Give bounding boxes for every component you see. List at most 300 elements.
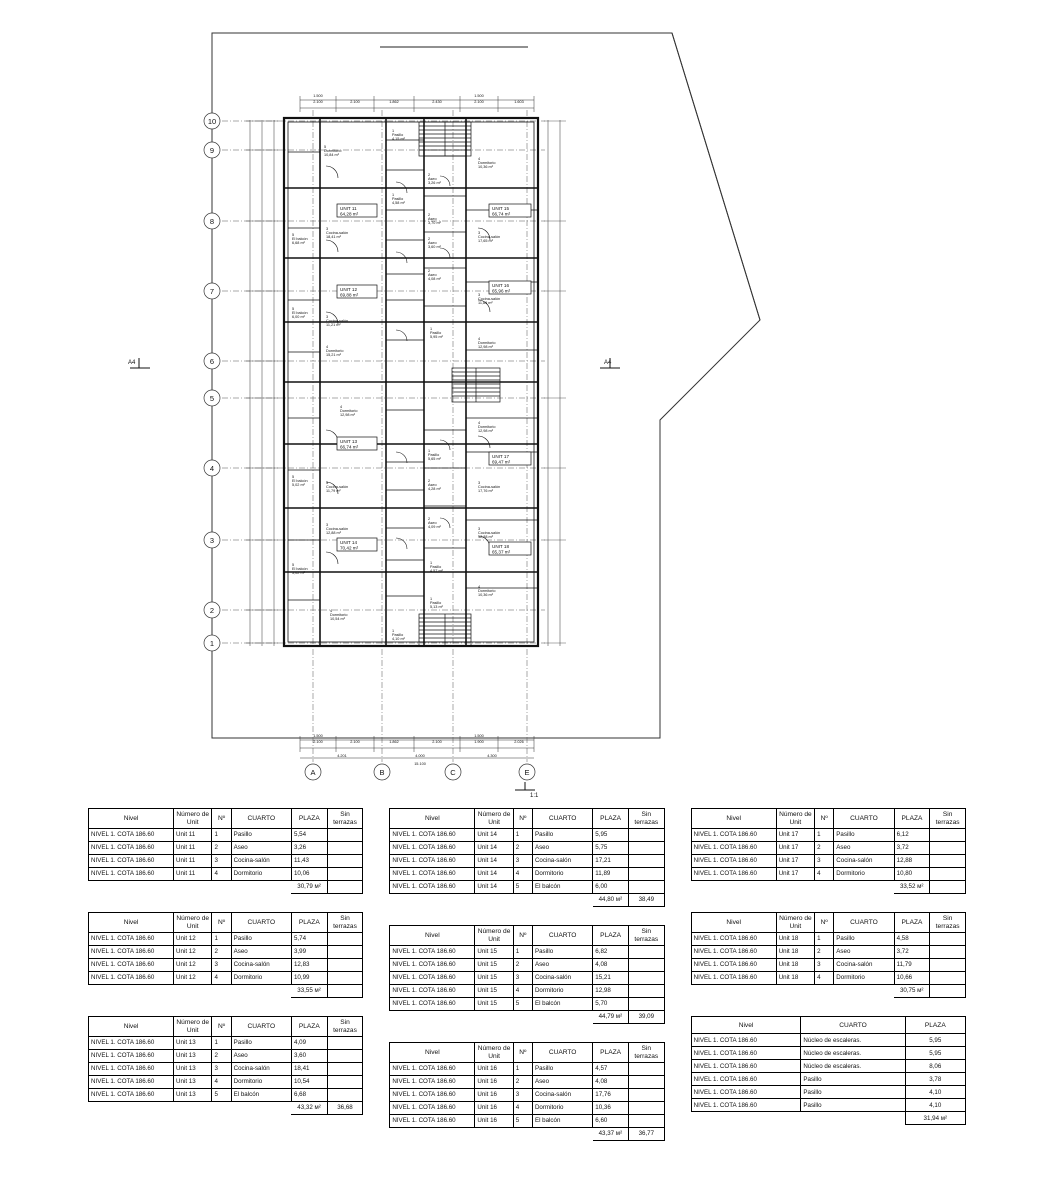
svg-text:5: 5 xyxy=(324,145,327,149)
svg-text:4,58 m²: 4,58 m² xyxy=(392,201,405,205)
svg-text:3: 3 xyxy=(478,293,481,297)
svg-text:A4: A4 xyxy=(604,360,612,366)
cell-unit: Unit 14 xyxy=(475,868,513,881)
svg-text:El balcón: El balcón xyxy=(292,479,308,483)
svg-text:2.100: 2.100 xyxy=(313,100,323,104)
cell-nivel: NIVEL 1. COTA 186.60 xyxy=(691,972,776,985)
svg-text:4,15 m²: 4,15 m² xyxy=(392,137,405,141)
cell-cuarto: Pasillo xyxy=(532,946,592,959)
th-plaza: PLAZA xyxy=(894,913,930,933)
cell-blank xyxy=(231,985,291,998)
svg-text:2: 2 xyxy=(428,213,431,217)
cell-total-sin xyxy=(930,985,966,998)
svg-text:A4: A4 xyxy=(128,360,136,366)
svg-text:18,41 m²: 18,41 m² xyxy=(326,235,341,239)
cell-blank xyxy=(532,1011,592,1024)
cell-plaza: 10,66 xyxy=(894,972,930,985)
cell-nivel: NIVEL 1. COTA 186.60 xyxy=(89,855,174,868)
svg-text:4,28 m²: 4,28 m² xyxy=(428,487,441,491)
cell-n: 2 xyxy=(513,1076,532,1089)
cell-nivel: NIVEL 1. COTA 186.60 xyxy=(390,842,475,855)
cell-plaza: 17,76 xyxy=(593,1089,629,1102)
svg-text:12,88 m²: 12,88 m² xyxy=(478,535,493,539)
cell-n: 1 xyxy=(212,1037,231,1050)
cell-plaza: 4,58 xyxy=(894,933,930,946)
svg-text:4.000: 4.000 xyxy=(415,754,425,758)
cell-n: 3 xyxy=(212,855,231,868)
th-cuarto: CUARTO xyxy=(834,913,894,933)
cell-sin xyxy=(930,959,966,972)
cell-total-sin xyxy=(327,881,363,894)
table-row xyxy=(89,829,363,842)
table-row xyxy=(691,1099,965,1112)
cell-nivel: NIVEL 1. COTA 186.60 xyxy=(691,933,776,946)
th-plaza: PLAZA xyxy=(894,809,930,829)
cell-unit: Unit 17 xyxy=(776,855,814,868)
cell-blank xyxy=(691,1112,801,1125)
cell-nivel: NIVEL 1. COTA 186.60 xyxy=(89,1089,174,1102)
cell-plaza: 5,95 xyxy=(593,829,629,842)
table-row xyxy=(691,933,965,946)
th-nivel: Nivel xyxy=(691,913,776,933)
cell-unit: Unit 11 xyxy=(174,868,212,881)
svg-text:3: 3 xyxy=(478,481,481,485)
table-unit-14 xyxy=(389,808,664,907)
cell-blank xyxy=(513,894,532,907)
cell-sin xyxy=(327,959,363,972)
svg-text:2.100: 2.100 xyxy=(350,100,360,104)
cell-cuarto: Pasillo xyxy=(834,933,894,946)
cell-nivel: NIVEL 1. COTA 186.60 xyxy=(390,1115,475,1128)
cell-cuarto: Aseo xyxy=(532,842,592,855)
cell-blank xyxy=(513,1011,532,1024)
svg-text:Cocina-salón: Cocina-salón xyxy=(326,231,349,235)
svg-text:4: 4 xyxy=(478,157,481,161)
svg-text:2.100: 2.100 xyxy=(432,740,442,744)
cell-unit: Unit 14 xyxy=(475,855,513,868)
svg-text:4,10 m²: 4,10 m² xyxy=(392,637,405,641)
table-row xyxy=(390,972,664,985)
cell-sin xyxy=(327,972,363,985)
svg-text:5: 5 xyxy=(292,233,295,237)
svg-text:2: 2 xyxy=(209,606,215,615)
svg-text:4: 4 xyxy=(326,345,329,349)
cell-cuarto: El balcón xyxy=(532,881,592,894)
cell-blank xyxy=(475,1128,513,1141)
table-unit-11 xyxy=(88,808,363,894)
cell-cuarto: Cocina-salón xyxy=(231,1063,291,1076)
cell-plaza: 5,75 xyxy=(593,842,629,855)
cell-n: 1 xyxy=(815,829,834,842)
cell-cuarto: Dormitorio xyxy=(834,972,894,985)
cell-cuarto: Dormitorio xyxy=(532,1102,592,1115)
svg-text:Aseo: Aseo xyxy=(428,483,437,487)
svg-text:2: 2 xyxy=(428,517,431,521)
table-row xyxy=(89,1050,363,1063)
cell-unit: Unit 17 xyxy=(776,829,814,842)
svg-text:15,21 m²: 15,21 m² xyxy=(326,353,341,357)
svg-text:4: 4 xyxy=(478,421,481,425)
table-total-row xyxy=(89,1102,363,1115)
cell-unit: Unit 15 xyxy=(475,959,513,972)
cell-sin xyxy=(327,855,363,868)
cell-sin xyxy=(628,1115,664,1128)
cell-nivel: NIVEL 1. COTA 186.60 xyxy=(390,1063,475,1076)
cell-unit: Unit 11 xyxy=(174,842,212,855)
cell-plaza: 18,41 xyxy=(291,1063,327,1076)
th-plaza: PLAZA xyxy=(905,1017,965,1034)
cell-sin xyxy=(930,842,966,855)
cell-sin xyxy=(327,1037,363,1050)
svg-text:Dormitorio: Dormitorio xyxy=(478,161,496,165)
cell-cuarto: Pasillo xyxy=(532,829,592,842)
cell-plaza: 10,99 xyxy=(291,972,327,985)
svg-text:1: 1 xyxy=(209,639,215,648)
svg-text:Cocina-salón: Cocina-salón xyxy=(326,527,349,531)
cell-n: 3 xyxy=(513,1089,532,1102)
th-unit: Número de Unit xyxy=(776,809,814,829)
cell-plaza: 3,72 xyxy=(894,842,930,855)
svg-text:4.300: 4.300 xyxy=(487,754,497,758)
th-plaza: PLAZA xyxy=(593,1043,629,1063)
table-row xyxy=(691,1073,965,1086)
cell-nivel: NIVEL 1. COTA 186.60 xyxy=(390,855,475,868)
svg-text:5: 5 xyxy=(292,563,295,567)
cell-unit: Unit 15 xyxy=(475,946,513,959)
cell-cuarto: Pasillo xyxy=(231,933,291,946)
svg-text:11,79 m²: 11,79 m² xyxy=(326,489,341,493)
cell-plaza: 3,78 xyxy=(905,1073,965,1086)
cell-n: 1 xyxy=(513,829,532,842)
table-total-row xyxy=(89,881,363,894)
cell-nivel: NIVEL 1. COTA 186.60 xyxy=(89,1063,174,1076)
cell-blank xyxy=(513,1128,532,1141)
cell-cuarto: Cocina-salón xyxy=(532,972,592,985)
svg-text:69,47 m²: 69,47 m² xyxy=(492,459,511,465)
table-row xyxy=(691,959,965,972)
cell-cuarto: Dormitorio xyxy=(231,972,291,985)
svg-text:4,57 m²: 4,57 m² xyxy=(430,569,443,573)
cell-blank xyxy=(231,881,291,894)
cell-blank xyxy=(475,894,513,907)
svg-text:A: A xyxy=(310,768,316,777)
cell-cuarto: Pasillo xyxy=(801,1086,905,1099)
cell-cuarto: Cocina-salón xyxy=(532,1089,592,1102)
table-row xyxy=(691,946,965,959)
cell-cuarto: Aseo xyxy=(231,1050,291,1063)
cell-n: 3 xyxy=(815,959,834,972)
svg-text:12,88 m²: 12,88 m² xyxy=(326,531,341,535)
cell-plaza: 11,89 xyxy=(593,868,629,881)
svg-text:3: 3 xyxy=(326,481,329,485)
cell-nivel: NIVEL 1. COTA 186.60 xyxy=(691,1034,801,1047)
cell-blank xyxy=(815,881,834,894)
cell-unit: Unit 13 xyxy=(174,1089,212,1102)
svg-text:12,98 m²: 12,98 m² xyxy=(340,413,355,417)
cell-plaza: 6,00 xyxy=(593,881,629,894)
svg-text:Dormitorio: Dormitorio xyxy=(478,589,496,593)
table-total-row xyxy=(691,985,965,998)
table-row xyxy=(691,972,965,985)
svg-text:1.500: 1.500 xyxy=(474,94,484,98)
svg-text:Aseo: Aseo xyxy=(428,521,437,525)
table-row xyxy=(390,1115,664,1128)
svg-text:UNIT 12: UNIT 12 xyxy=(340,287,358,292)
cell-sin xyxy=(327,946,363,959)
cell-sin xyxy=(628,972,664,985)
svg-text:2: 2 xyxy=(428,237,431,241)
svg-text:11,21 m²: 11,21 m² xyxy=(326,323,341,327)
cell-cuarto: Cocina-salón xyxy=(231,855,291,868)
cell-total-plaza: 31,94 м² xyxy=(905,1112,965,1125)
svg-text:4,09 m²: 4,09 m² xyxy=(428,525,441,529)
th-sin: Sin terrazas xyxy=(628,1043,664,1063)
cell-total-sin xyxy=(327,985,363,998)
cell-plaza: 5,54 xyxy=(291,829,327,842)
svg-text:El balcón: El balcón xyxy=(292,567,308,571)
th-unit: Número de Unit xyxy=(776,913,814,933)
cell-plaza: 4,10 xyxy=(905,1086,965,1099)
cell-nivel: NIVEL 1. COTA 186.60 xyxy=(390,998,475,1011)
cell-sin xyxy=(327,933,363,946)
svg-text:UNIT 18: UNIT 18 xyxy=(492,544,510,549)
cell-blank xyxy=(212,985,231,998)
svg-text:2.100: 2.100 xyxy=(313,740,323,744)
th-plaza: PLAZA xyxy=(593,926,629,946)
th-nivel: Nivel xyxy=(89,913,174,933)
svg-text:3: 3 xyxy=(326,227,329,231)
svg-text:2.100: 2.100 xyxy=(474,100,484,104)
cell-n: 1 xyxy=(212,829,231,842)
svg-text:UNIT 14: UNIT 14 xyxy=(340,540,358,545)
table-row xyxy=(691,1034,965,1047)
table-total-row xyxy=(390,1128,664,1141)
cell-nivel: NIVEL 1. COTA 186.60 xyxy=(89,842,174,855)
cell-total-plaza: 44,80 м² xyxy=(593,894,629,907)
table-total-row xyxy=(691,1112,965,1125)
cell-plaza: 3,60 xyxy=(291,1050,327,1063)
cell-blank xyxy=(776,985,814,998)
table-row xyxy=(691,1086,965,1099)
cell-cuarto: Aseo xyxy=(231,842,291,855)
cell-n: 1 xyxy=(513,1063,532,1076)
cell-plaza: 5,74 xyxy=(291,933,327,946)
svg-text:64,28 m²: 64,28 m² xyxy=(340,211,359,217)
svg-text:Aseo: Aseo xyxy=(428,177,437,181)
th-nivel: Nivel xyxy=(390,926,475,946)
svg-text:UNIT 13: UNIT 13 xyxy=(340,439,358,444)
svg-text:1: 1 xyxy=(392,129,395,133)
cell-total-plaza: 33,55 м² xyxy=(291,985,327,998)
cell-cuarto: Cocina-salón xyxy=(532,855,592,868)
cell-total-plaza: 30,75 м² xyxy=(894,985,930,998)
table-row xyxy=(390,881,664,894)
cell-blank xyxy=(89,985,174,998)
cell-n: 1 xyxy=(212,933,231,946)
tables-column-2 xyxy=(389,808,664,1141)
cell-sin xyxy=(327,842,363,855)
cell-unit: Unit 14 xyxy=(475,829,513,842)
svg-text:4: 4 xyxy=(478,337,481,341)
svg-text:Pasillo: Pasillo xyxy=(392,133,404,137)
cell-plaza: 4,09 xyxy=(291,1037,327,1050)
cell-sin xyxy=(327,829,363,842)
svg-text:65,96 m²: 65,96 m² xyxy=(492,288,511,294)
table-row xyxy=(390,1089,664,1102)
cell-sin xyxy=(628,868,664,881)
cell-n: 1 xyxy=(815,933,834,946)
cell-unit: Unit 12 xyxy=(174,933,212,946)
cell-sin xyxy=(628,1089,664,1102)
svg-text:5,95 m²: 5,95 m² xyxy=(430,335,443,339)
cell-sin xyxy=(628,842,664,855)
svg-text:Pasillo: Pasillo xyxy=(430,565,442,569)
cell-nivel: NIVEL 1. COTA 186.60 xyxy=(89,1050,174,1063)
cell-nivel: NIVEL 1. COTA 186.60 xyxy=(390,1076,475,1089)
cell-cuarto: Pasillo xyxy=(801,1099,905,1112)
tables-column-1 xyxy=(88,808,363,1115)
cell-plaza: 10,54 xyxy=(291,1076,327,1089)
svg-text:3,26 m²: 3,26 m² xyxy=(428,181,441,185)
svg-text:1: 1 xyxy=(430,561,433,565)
th-sin: Sin terrazas xyxy=(628,926,664,946)
cell-nivel: NIVEL 1. COTA 186.60 xyxy=(89,959,174,972)
table-row xyxy=(390,842,664,855)
table-total-row xyxy=(691,881,965,894)
svg-text:1: 1 xyxy=(392,629,395,633)
cell-cuarto: Dormitorio xyxy=(532,868,592,881)
svg-text:E: E xyxy=(524,768,530,777)
cell-nivel: NIVEL 1. COTA 186.60 xyxy=(390,868,475,881)
table-unit-12 xyxy=(88,912,363,998)
svg-text:1: 1 xyxy=(430,597,433,601)
cell-n: 5 xyxy=(513,881,532,894)
cell-unit: Unit 14 xyxy=(475,842,513,855)
cell-nivel: NIVEL 1. COTA 186.60 xyxy=(691,1099,801,1112)
cell-n: 2 xyxy=(212,1050,231,1063)
cell-blank xyxy=(231,1102,291,1115)
table-row xyxy=(390,868,664,881)
cell-total-plaza: 43,32 м² xyxy=(291,1102,327,1115)
th-sin: Sin terrazas xyxy=(327,1017,363,1037)
cell-unit: Unit 16 xyxy=(475,1102,513,1115)
table-unit-16 xyxy=(389,1042,664,1141)
cell-plaza: 6,68 xyxy=(291,1089,327,1102)
cell-nivel: NIVEL 1. COTA 186.60 xyxy=(390,985,475,998)
svg-text:69,88 m²: 69,88 m² xyxy=(340,292,359,298)
th-cuarto: CUARTO xyxy=(532,809,592,829)
cell-total-plaza: 33,52 м² xyxy=(894,881,930,894)
cell-plaza: 15,21 xyxy=(593,972,629,985)
svg-text:Dormitorio: Dormitorio xyxy=(478,425,496,429)
th-n: Nº xyxy=(212,809,231,829)
cell-sin xyxy=(628,1063,664,1076)
cell-nivel: NIVEL 1. COTA 186.60 xyxy=(691,1073,801,1086)
cell-blank xyxy=(174,985,212,998)
svg-text:C: C xyxy=(450,768,456,777)
cell-blank xyxy=(390,894,475,907)
cell-n: 4 xyxy=(513,1102,532,1115)
cell-sin xyxy=(930,933,966,946)
svg-text:4: 4 xyxy=(209,464,215,473)
cell-unit: Unit 13 xyxy=(174,1050,212,1063)
svg-text:66,74 m²: 66,74 m² xyxy=(340,444,359,450)
svg-text:17,65 m²: 17,65 m² xyxy=(478,239,493,243)
cell-nivel: NIVEL 1. COTA 186.60 xyxy=(691,868,776,881)
cell-n: 2 xyxy=(815,946,834,959)
cell-plaza: 8,06 xyxy=(905,1060,965,1073)
cell-nivel: NIVEL 1. COTA 186.60 xyxy=(691,1086,801,1099)
cell-unit: Unit 17 xyxy=(776,868,814,881)
th-unit: Número de Unit xyxy=(174,913,212,933)
th-plaza: PLAZA xyxy=(593,809,629,829)
cell-unit: Unit 15 xyxy=(475,972,513,985)
svg-text:5: 5 xyxy=(292,475,295,479)
svg-text:3,60 m²: 3,60 m² xyxy=(428,245,441,249)
cell-n: 4 xyxy=(513,985,532,998)
cell-plaza: 4,57 xyxy=(593,1063,629,1076)
cell-plaza: 10,36 xyxy=(593,1102,629,1115)
cell-cuarto: Pasillo xyxy=(834,829,894,842)
svg-text:8: 8 xyxy=(209,217,215,226)
cell-blank xyxy=(532,1128,592,1141)
cell-cuarto: Aseo xyxy=(834,946,894,959)
th-unit: Número de Unit xyxy=(475,926,513,946)
cell-cuarto: Pasillo xyxy=(231,829,291,842)
cell-nivel: NIVEL 1. COTA 186.60 xyxy=(390,1089,475,1102)
svg-text:3: 3 xyxy=(209,536,215,545)
table-row xyxy=(89,959,363,972)
svg-text:Dormitorio: Dormitorio xyxy=(330,613,348,617)
svg-text:70,42 m²: 70,42 m² xyxy=(340,545,359,551)
cell-sin xyxy=(327,1050,363,1063)
tables-column-3 xyxy=(691,808,966,1125)
cell-n: 5 xyxy=(513,1115,532,1128)
svg-text:Aseo: Aseo xyxy=(428,241,437,245)
th-unit: Número de Unit xyxy=(174,1017,212,1037)
cell-cuarto: Aseo xyxy=(231,946,291,959)
cell-nivel: NIVEL 1. COTA 186.60 xyxy=(89,829,174,842)
cell-blank xyxy=(815,985,834,998)
cell-plaza: 4,08 xyxy=(593,959,629,972)
svg-text:5: 5 xyxy=(292,307,295,311)
cell-unit: Unit 18 xyxy=(776,933,814,946)
cell-blank xyxy=(174,881,212,894)
th-sin: Sin terrazas xyxy=(930,809,966,829)
cell-cuarto: Aseo xyxy=(532,1076,592,1089)
svg-text:9: 9 xyxy=(209,146,215,155)
cell-total-sin: 36,68 xyxy=(327,1102,363,1115)
svg-text:5: 5 xyxy=(209,394,215,403)
cell-unit: Unit 13 xyxy=(174,1063,212,1076)
cell-unit: Unit 12 xyxy=(174,972,212,985)
cell-cuarto: El balcón xyxy=(532,998,592,1011)
cell-plaza: 5,95 xyxy=(905,1047,965,1060)
cell-plaza: 3,26 xyxy=(291,842,327,855)
cell-sin xyxy=(327,1076,363,1089)
cell-sin xyxy=(628,881,664,894)
svg-text:1.500: 1.500 xyxy=(474,734,484,738)
svg-text:Pasillo: Pasillo xyxy=(428,453,440,457)
cell-blank xyxy=(834,881,894,894)
svg-text:12,98 m²: 12,98 m² xyxy=(478,345,493,349)
cell-unit: Unit 16 xyxy=(475,1089,513,1102)
table-row xyxy=(390,985,664,998)
th-sin: Sin terrazas xyxy=(930,913,966,933)
cell-n: 3 xyxy=(513,855,532,868)
th-sin: Sin terrazas xyxy=(327,809,363,829)
table-row xyxy=(390,829,664,842)
